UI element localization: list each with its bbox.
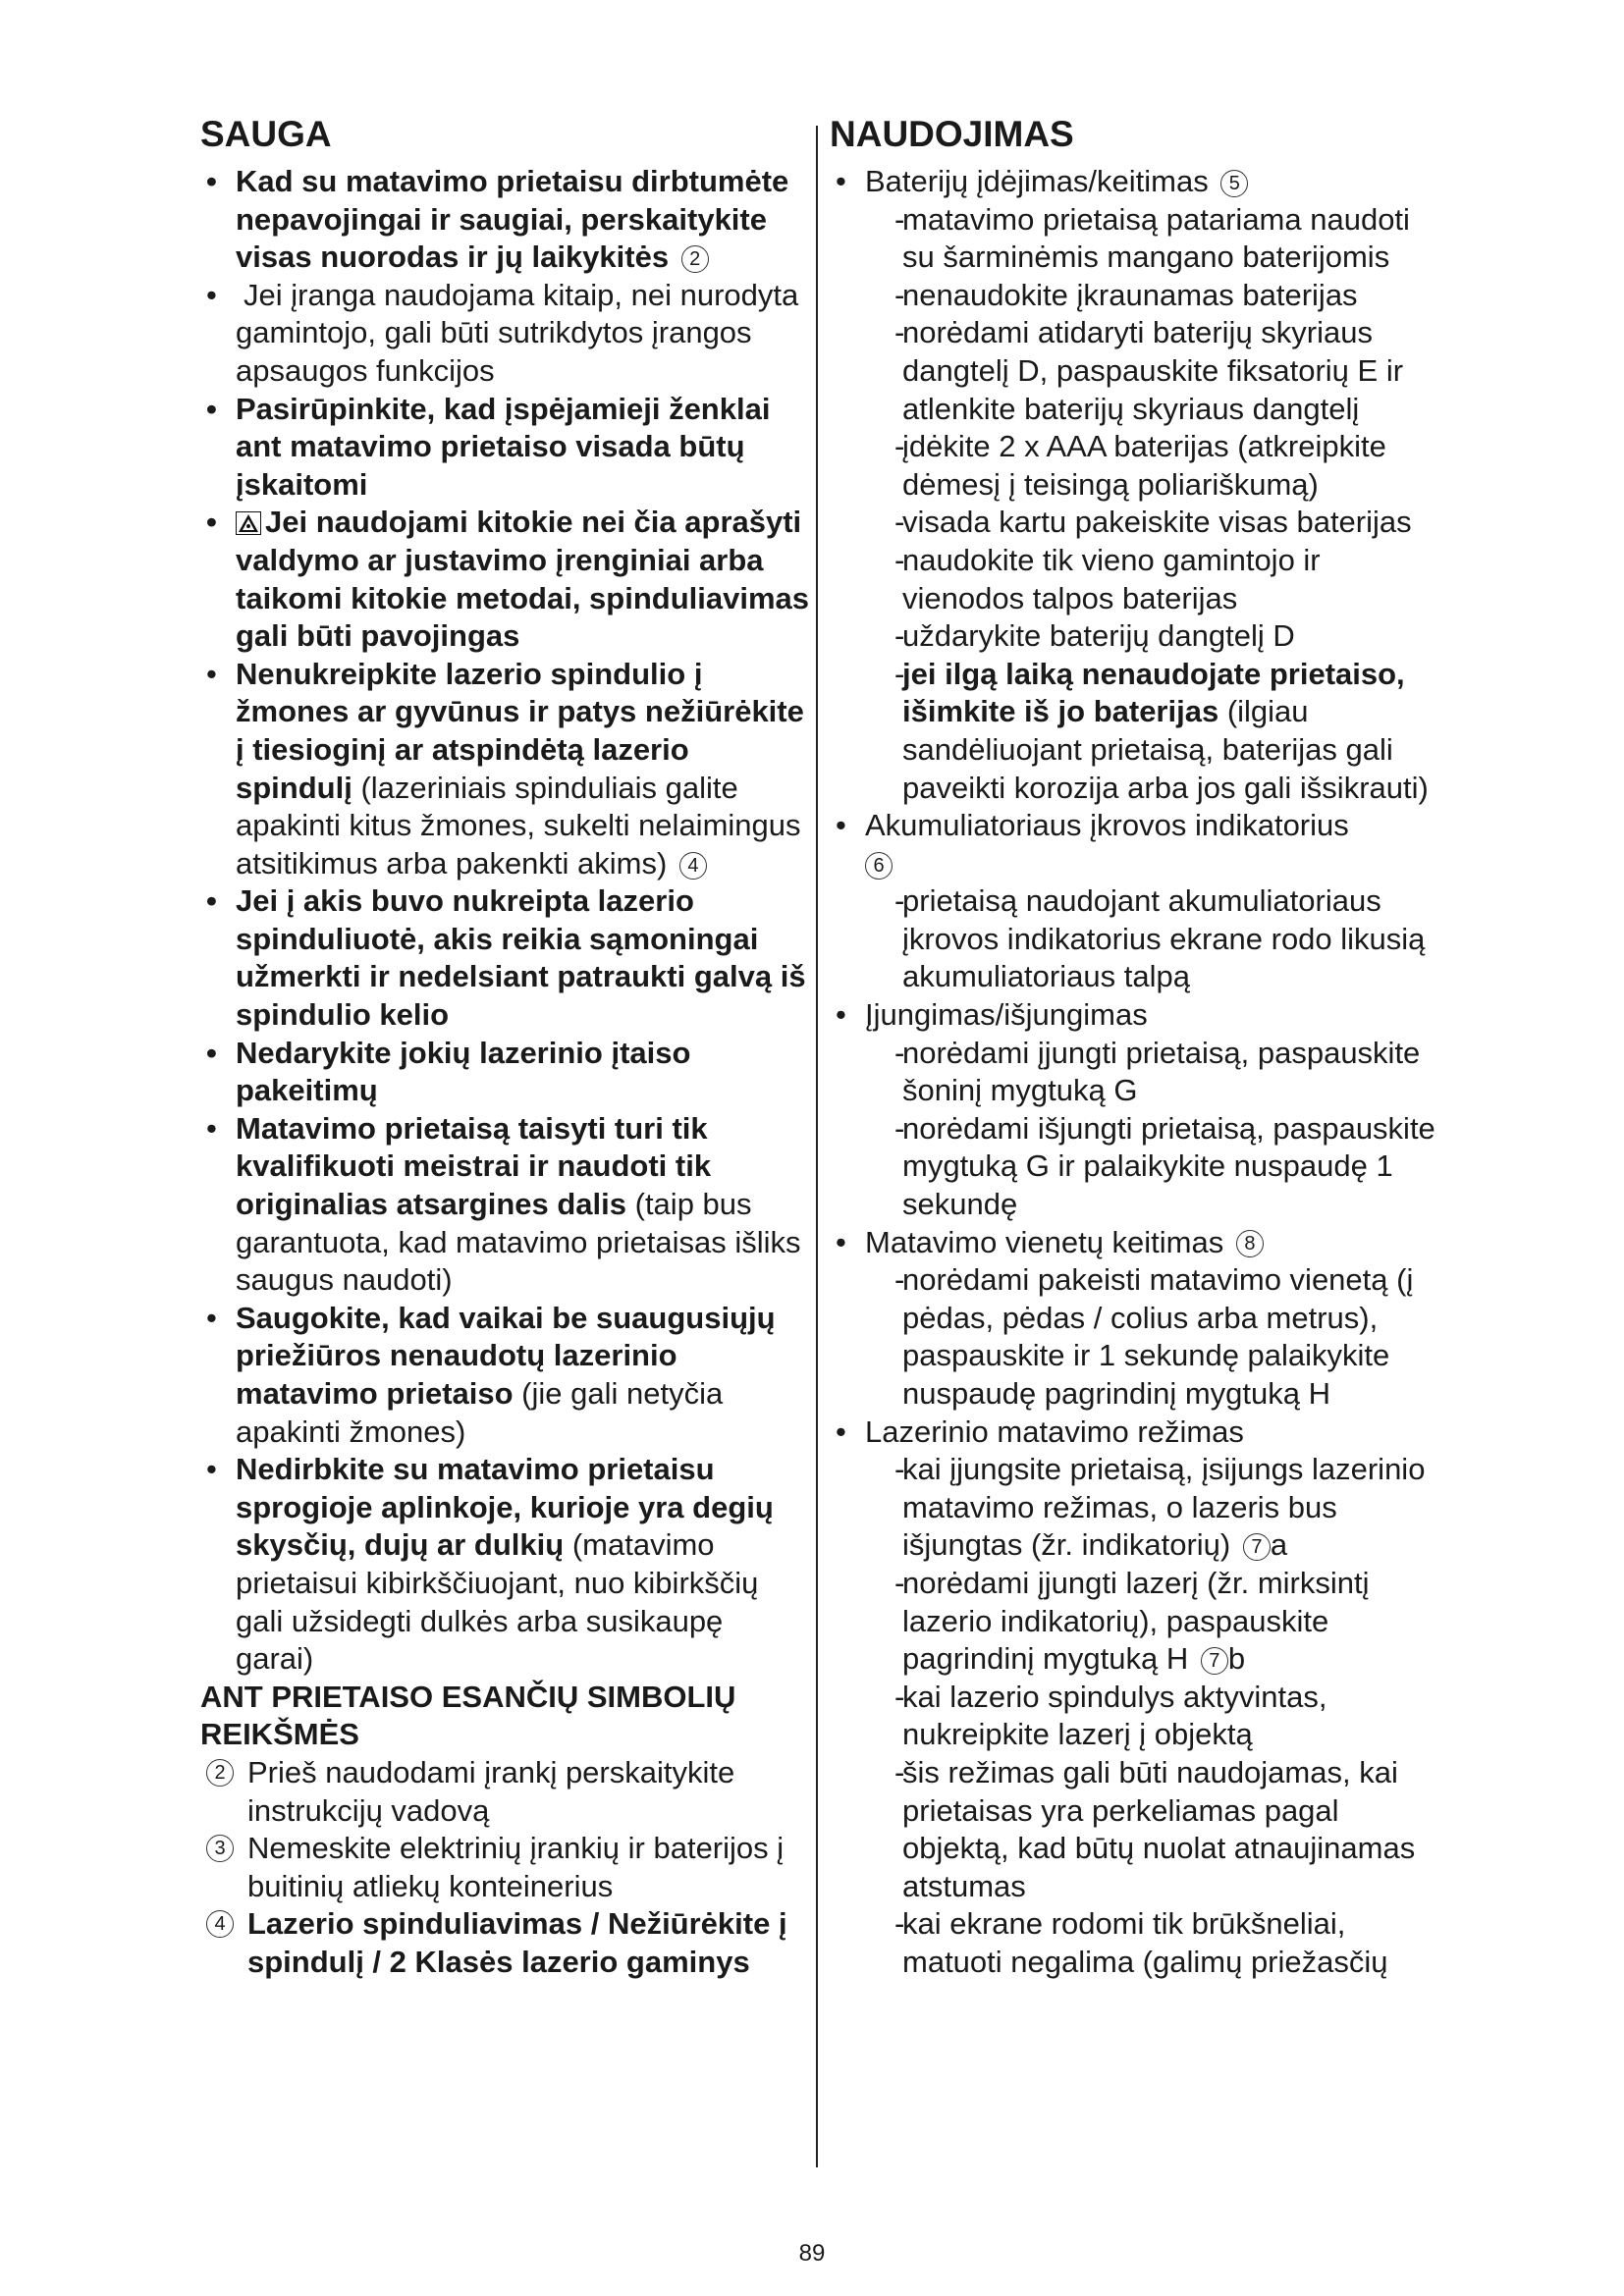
sub-item: - kai lazerio spindulys aktyvintas, nukreipkite lazerį į objektą	[894, 1679, 1327, 1752]
right-column	[830, 110, 1438, 1982]
number-2-icon: 2	[681, 245, 709, 273]
sub-item: - norėdami išjungti prietaisą, paspauskite mygtuką G ir palaikykite nuspaudę 1 sekundę	[894, 1110, 1435, 1222]
sub-item: - norėdami įjungti lazerį (žr. mirksintį lazerio indikatorių), paspauskite pagrindinį mygtuką H 7 b	[894, 1565, 1370, 1677]
list-item-units: • Matavimo vienetų keitimas 8	[830, 1224, 1438, 1262]
list-item: • Nedarykite jokių lazerinio įtaiso pakeitimų	[206, 1035, 691, 1108]
sub-item: - kai įjungsite prietaisą, įsijungs lazerinio matavimo režimas, o lazeris bus išjungtas (žr. indikatorių) 7 a	[894, 1452, 1426, 1563]
list-item: • Matavimo prietaisą taisyti turi tik kvalifikuoti meistrai ir naudoti tik originalias atsargines dalis (taip bus garantuota, kad matavimo prietaisas išliks saugus naudoti)	[206, 1110, 801, 1298]
number-3-icon: 3	[206, 1835, 234, 1862]
symbol-item: 3 Nemeskite elektrinių įrankių ir baterijos į buitinių atliekų konteinerius	[200, 1830, 809, 1905]
page-number: 89	[798, 2240, 826, 2267]
sub-item: - norėdami atidaryti baterijų skyriaus dangtelį D, paspauskite fiksatorių E ir atlenkite baterijų skyriaus dangtelį	[894, 315, 1404, 426]
list-item-laser-mode: • Lazerinio matavimo režimas	[836, 1414, 1244, 1449]
symbol-item: 4 Lazerio spinduliavimas / Nežiūrėkite į spindulį / 2 Klasės lazerio gaminys	[200, 1905, 809, 1981]
list-item: • Jei į akis buvo nukreipta lazerio spinduliuotė, akis reikia sąmoningai užmerkti ir nedelsiant patraukti galvą iš spindulio kelio	[206, 883, 806, 1033]
number-2-icon: 2	[206, 1759, 234, 1787]
symbols-heading: ANT PRIETAISO ESANČIŲ SIMBOLIŲ REIKŠMĖS	[200, 1679, 736, 1752]
number-7-icon: 7	[1243, 1533, 1271, 1561]
sub-item: - prietaisą naudojant akumuliatoriaus įkrovos indikatorius ekrane rodo likusią akumuliatoriaus talpą	[894, 883, 1426, 994]
list-item: • Nedirbkite su matavimo prietaisu sprogioje aplinkoje, kurioje yra degių skysčių, dujų ar dulkių (matavimo prietaisui kibirkščiuojant, nuo kibirkščių gali užsidegti dulkės arba susikaupę garai)	[206, 1452, 774, 1677]
list-item-charge-indicator: • Akumuliatoriaus įkrovos indikatorius 6	[830, 807, 1438, 882]
list-item: • Nenukreipkite lazerio spindulio į žmones ar gyvūnus ir patys nežiūrėkite į tiesioginį ar atspindėtą lazerio spindulį (lazeriniais spinduliais galite apakinti kitus žmones, sukelti nelaimingus atsitikimus arba pakenkti akims) 4	[206, 656, 804, 881]
section-title-naudojimas: NAUDOJIMAS	[830, 114, 1074, 154]
sub-item: - matavimo prietaisą patariama naudoti su šarminėmis mangano baterijomis	[894, 201, 1410, 275]
list-item: • Pasirūpinkite, kad įspėjamieji ženklai ant matavimo prietaiso visada būtų įskaitomi	[206, 391, 771, 502]
list-item: • Saugokite, kad vaikai be suaugusiųjų priežiūros nenaudotų lazerinio matavimo prietaiso (jie gali netyčia apakinti žmones)	[206, 1300, 776, 1449]
sub-item: - jei ilgą laiką nenaudojate prietaiso, išimkite iš jo baterijas (ilgiau sandėliuojant prietaisą, baterijas gali paveikti korozija arba jos gali išsikrauti)	[894, 656, 1429, 805]
number-4-icon: 4	[206, 1910, 234, 1938]
sub-item: - nenaudokite įkraunamas baterijas	[894, 277, 1358, 312]
sub-item: - uždarykite baterijų dangtelį D	[894, 618, 1295, 654]
number-7-icon: 7	[1201, 1647, 1228, 1675]
number-4-icon: 4	[679, 852, 707, 880]
sub-item: - norėdami pakeisti matavimo vienetą (į pėdas, pėdas / colius arba metrus), paspauskite ir 1 sekundę palaikykite nuspaudę pagrindinį mygtuką H	[894, 1262, 1414, 1411]
sub-item: - norėdami įjungti prietaisą, paspauskite šoninį mygtuką G	[894, 1035, 1421, 1108]
number-5-icon: 5	[1220, 170, 1248, 197]
laser-warning-icon	[236, 511, 261, 535]
number-6-icon: 6	[865, 852, 893, 880]
sub-item: - kai ekrane rodomi tik brūkšneliai, matuoti negalima (galimų priežasčių	[894, 1906, 1388, 1979]
symbol-item: 2 Prieš naudodami įrankį perskaitykite instrukcijų vadovą	[200, 1754, 809, 1830]
list-item-batteries: • Baterijų įdėjimas/keitimas 5	[830, 163, 1438, 201]
list-item: • Jei įranga naudojama kitaip, nei nurodyta gamintojo, gali būti sutrikdytos įrangos apsaugos funkcijos	[206, 277, 799, 388]
number-8-icon: 8	[1236, 1230, 1264, 1257]
list-item: • Jei naudojami kitokie nei čia aprašyti valdymo ar justavimo įrenginiai arba taikomi kitokie metodai, spinduliavimas gali būti pavojingas	[206, 505, 810, 654]
left-column	[200, 110, 809, 1982]
sub-item: - šis režimas gali būti naudojamas, kai prietaisas yra perkeliamas pagal objektą, kad būtų nuolat atnaujinamas atstumas	[894, 1754, 1416, 1903]
list-item-on-off: • Įjungimas/išjungimas	[836, 997, 1148, 1033]
sub-item: - visada kartu pakeiskite visas baterijas	[894, 505, 1412, 540]
sub-item: - įdėkite 2 x AAA baterijas (atkreipkite dėmesį į teisingą poliariškumą)	[894, 429, 1386, 502]
column-divider	[816, 126, 818, 2167]
list-item: • Kad su matavimo prietaisu dirbtumėte nepavojingai ir saugiai, perskaitykite visas nuorodas ir jų laikykitės 2	[206, 164, 789, 275]
section-title-sauga: SAUGA	[200, 114, 332, 154]
sub-item: - naudokite tik vieno gamintojo ir vienodos talpos baterijas	[894, 542, 1321, 615]
